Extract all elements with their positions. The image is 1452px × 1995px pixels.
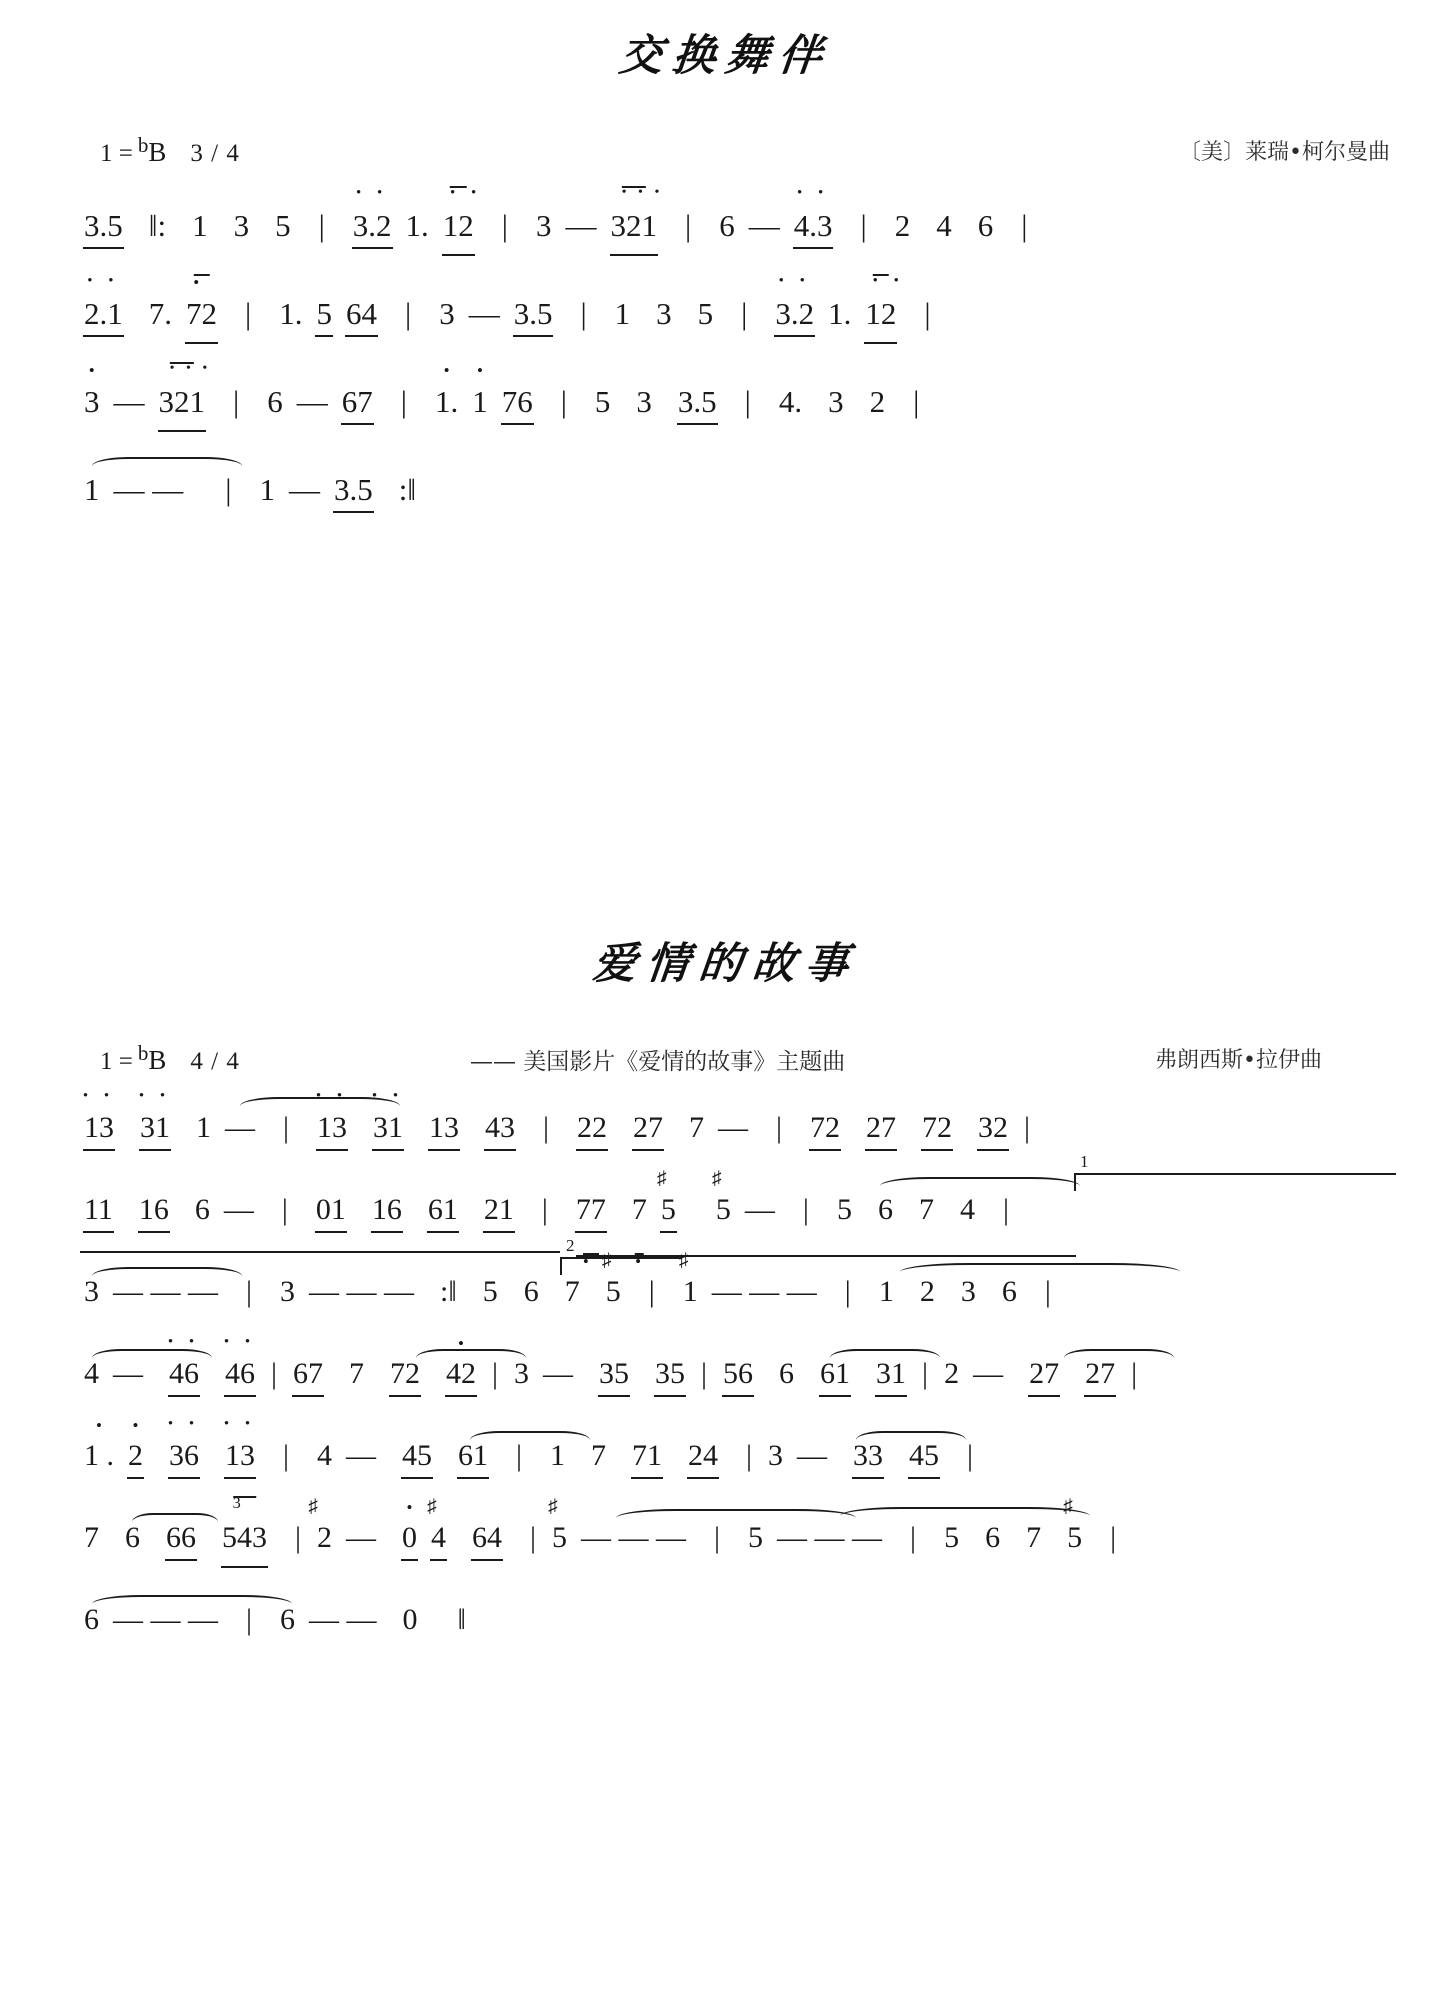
note-sharp: ♯ 2: [317, 1523, 332, 1553]
note: 2: [919, 1275, 935, 1308]
slur: [92, 1349, 212, 1367]
note: 1.: [279, 296, 303, 331]
staff-line: [0, 179, 1452, 267]
note: 3: [233, 208, 250, 243]
note: 6: [719, 208, 735, 243]
barline: |: [860, 208, 867, 243]
dash: — — —: [309, 1275, 415, 1308]
staff-line: [0, 1236, 1452, 1333]
note-group: 64: [345, 296, 377, 331]
meter-label: 4 / 4: [190, 1048, 240, 1075]
note: • 0: [402, 1523, 417, 1553]
note-group: • • • 321: [611, 210, 658, 241]
note-group: 61: [427, 1193, 458, 1226]
note: 1: [84, 472, 100, 507]
note: 7: [349, 1357, 365, 1390]
song-1-meta: [0, 121, 1452, 179]
note: 6: [84, 1603, 99, 1636]
barline: |: [400, 384, 407, 419]
note-group: • • 13: [225, 1441, 255, 1471]
note-group: 16: [371, 1193, 402, 1226]
note: • 1 .: [84, 1441, 114, 1471]
barline: |: [844, 1275, 851, 1308]
note: 2: [869, 384, 886, 419]
song-title: 爱情的故事: [590, 939, 861, 989]
slur: [92, 1267, 242, 1285]
barline: |: [1002, 1193, 1009, 1226]
slur: [840, 1507, 1090, 1525]
barline: |: [714, 1521, 721, 1554]
note-group: 01: [315, 1193, 346, 1226]
barline: |: [246, 1275, 253, 1308]
note: 5: [482, 1275, 498, 1308]
note-group: 77 •: [576, 1195, 606, 1225]
staff-line: [0, 1497, 1452, 1579]
dash: —: [565, 208, 597, 243]
note-group: • • • 321: [159, 386, 206, 417]
volta-bracket-2: 2: [560, 1257, 682, 1275]
note-group: 61: [820, 1357, 851, 1390]
barline: |: [516, 1439, 523, 1472]
note: 3: [439, 296, 455, 331]
note-group: 3.5: [513, 296, 553, 331]
note-sharp: ♯ 5: [606, 1277, 621, 1307]
volta-bracket-1: 1: [1074, 1173, 1396, 1191]
tie-line: [80, 1251, 560, 1253]
note: 3: [536, 208, 552, 243]
note: 2: [894, 208, 911, 243]
slur: [92, 457, 242, 475]
note: 7: [591, 1439, 607, 1472]
staff-line: [0, 1152, 1452, 1251]
note-group: • • 36: [169, 1441, 199, 1471]
note: 6: [985, 1521, 1001, 1554]
dash: —: [346, 1439, 377, 1472]
note: ♯ 1: [683, 1277, 698, 1307]
dash: — — —: [711, 1275, 817, 1308]
note: • 1.: [435, 386, 458, 417]
dash: —: [223, 1193, 254, 1226]
barline: |: [271, 1357, 278, 1390]
dash: —: [748, 208, 780, 243]
note-group: • • 12: [865, 298, 896, 329]
dash: — — —: [777, 1521, 883, 1554]
note-group: • 72: [186, 298, 217, 329]
barline: |: [295, 1521, 302, 1554]
slur: [416, 1349, 526, 1367]
dash: —: [468, 296, 500, 331]
note: 3: [280, 1275, 296, 1308]
barline: |: [1110, 1521, 1117, 1554]
barline: |: [1021, 208, 1028, 243]
song-block-1: [0, 22, 1452, 531]
barline: |: [1024, 1111, 1031, 1144]
note-group: 13: [429, 1111, 460, 1144]
note-group: 43: [485, 1111, 516, 1144]
note-sharp: ♯ 5: [716, 1195, 731, 1225]
note: 3: [84, 1275, 99, 1308]
note-group: 21: [483, 1193, 514, 1226]
note: 1: [550, 1439, 566, 1472]
staff-line: [0, 267, 1452, 355]
barline: |: [281, 1193, 288, 1226]
song-subtitle: —— 美国影片《爱情的故事》主题曲: [470, 1049, 846, 1075]
note-group: • • 46: [225, 1359, 255, 1389]
note-group: 27: [633, 1111, 664, 1144]
barline: |: [924, 296, 931, 331]
note: 5: [697, 296, 714, 331]
barline: |: [541, 1193, 548, 1226]
barline: |: [913, 384, 920, 419]
note-group: 3.5: [333, 472, 373, 507]
slur: [240, 1097, 400, 1115]
note-group: 67: [341, 384, 373, 419]
note: 4: [959, 1193, 975, 1226]
slur: [470, 1431, 590, 1449]
note-group: • • 2.1: [84, 298, 123, 329]
note-group: • • 12: [443, 210, 474, 241]
note: • 1: [472, 386, 488, 417]
note-group: 76: [501, 384, 533, 419]
staff-line: [0, 443, 1452, 531]
barline: |: [741, 296, 748, 331]
barline: |: [543, 1111, 550, 1144]
note-triplet: 3 543: [222, 1523, 267, 1553]
slur: [856, 1431, 966, 1449]
final-barline: ‖: [457, 1603, 466, 1636]
note: 1: [614, 296, 631, 331]
note: 7: [918, 1193, 934, 1226]
dash: —: [296, 384, 328, 419]
note: 6: [779, 1357, 795, 1390]
song-block-2: [0, 930, 1452, 1661]
staff-line: [0, 1333, 1452, 1415]
dash: —: [288, 472, 320, 507]
staff-line: [0, 1415, 1452, 1497]
barline: |: [744, 384, 751, 419]
note-group: 16: [138, 1193, 169, 1226]
note: 6: [523, 1275, 539, 1308]
note: 7: [689, 1111, 705, 1144]
dash: — —: [113, 472, 184, 507]
note-group: • • 46: [169, 1359, 199, 1389]
barline: |: [318, 208, 325, 243]
slur: [92, 1595, 292, 1613]
note-group: 56: [723, 1357, 754, 1390]
barline: |: [1044, 1275, 1051, 1308]
song-2-meta: [0, 1029, 1452, 1087]
barline: |: [967, 1439, 974, 1472]
note-group: 71: [632, 1439, 663, 1472]
note: • 2: [128, 1441, 143, 1471]
slur: [830, 1349, 940, 1367]
note: 5: [836, 1193, 852, 1226]
dash: —: [744, 1193, 775, 1226]
barline: |: [776, 1111, 783, 1144]
dash: —: [225, 1111, 255, 1144]
barline: |: [530, 1521, 537, 1554]
note-group: 3.5: [677, 384, 717, 419]
note-sharp: ♯ 4: [431, 1523, 446, 1553]
key-label: 1 =: [100, 140, 133, 167]
note: 5: [316, 296, 332, 331]
note: 3: [768, 1439, 784, 1472]
note-group: 35: [655, 1357, 686, 1390]
composer-credit: 弗朗西斯•拉伊曲: [1155, 1048, 1322, 1073]
note-group: • • 31: [140, 1113, 170, 1143]
note-group: • • 13: [317, 1113, 347, 1143]
note: 5: [748, 1521, 764, 1554]
note-group: • • 3.2: [775, 298, 814, 329]
dash: —: [543, 1357, 574, 1390]
note-sharp: ♯ 5: [661, 1195, 676, 1225]
note: 6: [280, 1603, 296, 1636]
note: 1: [196, 1111, 211, 1144]
note-group: • 42: [446, 1359, 476, 1389]
note: 6: [194, 1193, 210, 1226]
barline: |: [246, 1603, 253, 1636]
note: 3: [656, 296, 672, 331]
dash: —: [718, 1111, 749, 1144]
note-group: • • 3.2: [353, 210, 392, 241]
note: 7 •: [632, 1195, 647, 1225]
key-signature: 1 = $^b$B 4 / 4: [100, 1041, 240, 1075]
barline: |: [802, 1193, 809, 1226]
note-group: 32: [978, 1111, 1009, 1144]
repeat-start: ‖:: [148, 208, 167, 243]
barline: |: [910, 1521, 917, 1554]
slur: [132, 1513, 218, 1531]
note: 6: [267, 384, 283, 419]
note-group: 27: [1085, 1357, 1116, 1390]
note-sharp: ♯ 5: [1067, 1523, 1082, 1553]
barline: |: [922, 1357, 929, 1390]
note-group: 45: [909, 1439, 940, 1472]
slur: [616, 1509, 856, 1527]
note: 7: [564, 1275, 580, 1308]
note-group: 24: [688, 1439, 719, 1472]
note-group: 3.5: [84, 208, 123, 243]
note: 6: [125, 1521, 140, 1554]
note: • 3: [84, 386, 100, 417]
note-sharp: ♯ 5: [552, 1523, 567, 1553]
note: 5: [594, 384, 611, 419]
dash: —: [346, 1521, 377, 1554]
song-title: 交换舞伴: [617, 31, 835, 81]
staff-line: [0, 1579, 1452, 1661]
note: 6: [977, 208, 994, 243]
note-group: 61: [458, 1439, 489, 1472]
note: 7: [1026, 1521, 1042, 1554]
barline: |: [580, 296, 587, 331]
note: 3: [960, 1275, 976, 1308]
barline: |: [1131, 1357, 1138, 1390]
slur: [880, 1177, 1080, 1195]
key-label: 1 =: [100, 1048, 133, 1075]
note-group: 33: [853, 1439, 884, 1472]
note: 4.: [778, 384, 803, 419]
note: 3: [828, 384, 844, 419]
note: 1: [259, 472, 275, 507]
barline: |: [501, 208, 509, 243]
note: 6: [1001, 1275, 1017, 1308]
dash: —: [797, 1439, 828, 1472]
barline: |: [685, 208, 692, 243]
composer-credit: 〔美〕莱瑞•柯尔曼曲: [1179, 140, 1390, 165]
note-group: 64: [472, 1521, 503, 1554]
barline: |: [245, 296, 252, 331]
barline: |: [746, 1439, 753, 1472]
barline: |: [404, 296, 412, 331]
note: 4: [936, 208, 952, 243]
note: 0: [402, 1603, 418, 1636]
dash: —: [113, 384, 145, 419]
note-group: • • 4.3: [794, 210, 833, 241]
dash: — —: [309, 1603, 377, 1636]
note: 1: [192, 208, 208, 243]
note-group: • • 13: [84, 1113, 114, 1143]
staff-line: [0, 1087, 1452, 1169]
note: 2: [944, 1357, 960, 1390]
barline: |: [225, 472, 232, 507]
note-group: 45: [402, 1439, 433, 1472]
note: 1.: [405, 208, 429, 243]
barline: |: [492, 1357, 499, 1390]
slur: [1064, 1349, 1174, 1367]
note: 5: [275, 208, 291, 243]
note-group: 31: [876, 1357, 907, 1390]
note: 3: [514, 1357, 530, 1390]
repeat-end: :‖: [440, 1275, 457, 1308]
note-group: • • 31: [373, 1113, 403, 1143]
note: 3: [636, 384, 652, 419]
note: 7.: [148, 296, 172, 331]
repeat-end: :‖: [398, 472, 417, 507]
barline: |: [283, 1111, 290, 1144]
note: 7: [84, 1521, 99, 1554]
note-group: 35: [599, 1357, 630, 1390]
barline: |: [560, 384, 567, 419]
dash: —: [973, 1357, 1004, 1390]
slur: [900, 1263, 1180, 1281]
dash: —: [113, 1357, 143, 1390]
note: 1.: [828, 296, 852, 331]
note-group: 67: [293, 1357, 324, 1390]
note-group: 22: [577, 1111, 608, 1144]
staff-line: [0, 355, 1452, 443]
note-group: 72: [390, 1357, 421, 1390]
note: 5: [944, 1521, 960, 1554]
note: 1: [878, 1275, 894, 1308]
meter-label: 3 / 4: [190, 140, 240, 167]
note-group: 27: [866, 1111, 897, 1144]
barline: |: [701, 1357, 708, 1390]
dash: — — —: [113, 1603, 218, 1636]
note-group: 72: [922, 1111, 953, 1144]
note-group: 11: [84, 1193, 113, 1226]
note-group: 66: [166, 1521, 196, 1554]
note: 4: [84, 1357, 99, 1390]
dash: — — —: [581, 1521, 687, 1554]
note: 4: [317, 1439, 333, 1472]
key-signature: 1 = $^b$B 3 / 4: [100, 133, 240, 167]
note: 6: [877, 1193, 893, 1226]
note-group: 27: [1029, 1357, 1060, 1390]
note-group: 72: [810, 1111, 841, 1144]
barline: |: [283, 1439, 290, 1472]
barline: |: [233, 384, 240, 419]
dash: — — —: [113, 1275, 218, 1308]
barline: |: [648, 1275, 655, 1308]
